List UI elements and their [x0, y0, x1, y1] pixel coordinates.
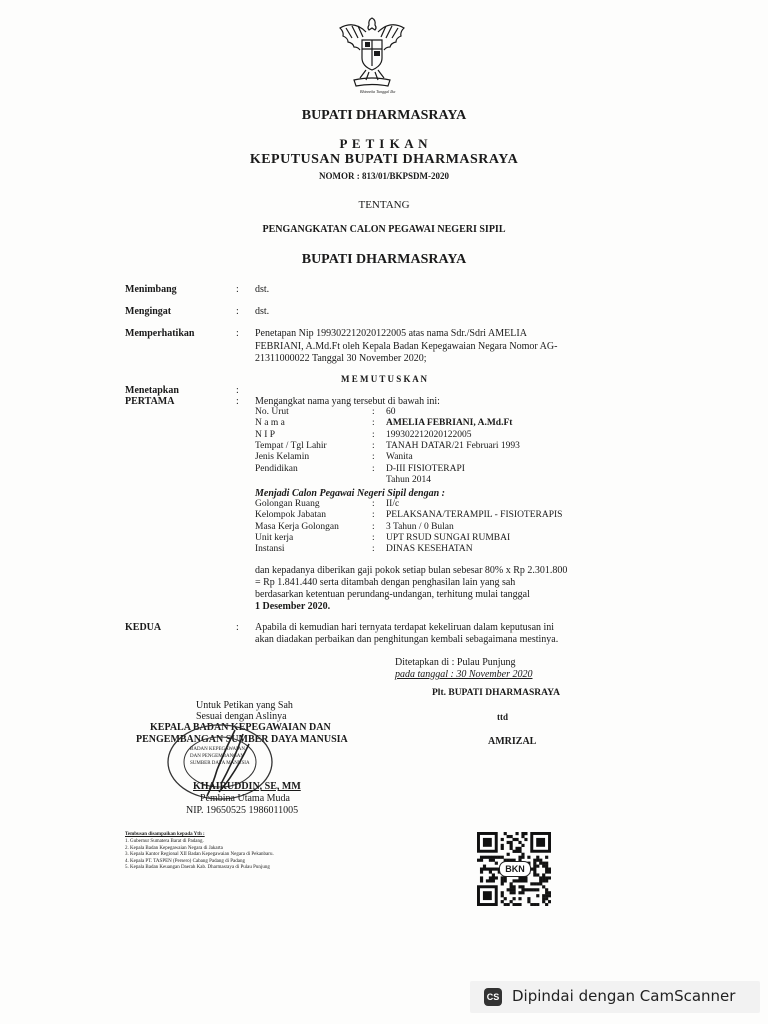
- memperhatikan-label: Memperhatikan: [125, 328, 195, 339]
- pertama-label: PERTAMA: [125, 396, 175, 407]
- decree-subject: PENGANGKATAN CALON PEGAWAI NEGERI SIPIL: [262, 224, 506, 235]
- colon: :: [372, 532, 375, 543]
- signer-name: AMRIZAL: [488, 736, 537, 747]
- tembusan-item: 5. Kepala Badan Keuangan Daerah Kab. Dharmasraya di Pulau Punjung: [125, 865, 270, 870]
- salinan-signer-name: KHAIRUDDIN, SE, MM: [193, 781, 301, 792]
- field-label: Instansi: [255, 544, 285, 555]
- petikan-heading: P E T I K A N: [339, 136, 429, 151]
- field-label: Tempat / Tgl Lahir: [255, 440, 327, 451]
- decree-heading: KEPUTUSAN BUPATI DHARMASRAYA: [249, 152, 519, 167]
- camscanner-logo-icon: CS: [484, 988, 502, 1006]
- salary-line-4: 1 Desember 2020.: [255, 601, 331, 612]
- ditetapkan-place: Ditetapkan di : Pulau Punjung: [395, 657, 516, 668]
- colon: :: [372, 452, 375, 463]
- colon: :: [236, 622, 239, 633]
- pertama-intro: Mengangkat nama yang tersebut di bawah ini:: [255, 396, 440, 407]
- kedua-line-2: akan diadakan perbaikan dan penghitungan kembali sebagaimana mestinya.: [255, 634, 559, 645]
- ttd-mark: ttd: [497, 712, 508, 722]
- colon: :: [372, 521, 375, 532]
- field-value: D-III FISIOTERAPI: [386, 463, 465, 474]
- camscanner-text: Dipindai dengan CamScanner: [512, 987, 736, 1005]
- tembusan-item: 4. Kepala PT. TASPEN (Persero) Cabang Padang di Padang: [125, 858, 245, 864]
- memutuskan-heading: M E M U T U S K A N: [341, 374, 427, 384]
- garuda-emblem-icon: [336, 14, 408, 94]
- field-label: Unit kerja: [255, 532, 294, 543]
- field-label: No. Urut: [255, 407, 289, 417]
- field-label: Pendidikan: [255, 463, 298, 474]
- field-value: DINAS KESEHATAN: [386, 544, 473, 555]
- field-label: Masa Kerja Golongan: [255, 521, 339, 532]
- colon: :: [372, 429, 375, 440]
- salary-line-3: berdasarkan ketentuan perundang-undangan, terhitung mulai tanggal: [255, 589, 530, 600]
- salinan-signer-nip: NIP. 19650525 1986011005: [186, 805, 299, 816]
- signer-title: Plt. BUPATI DHARMASRAYA: [432, 688, 560, 698]
- camscanner-watermark: [470, 981, 760, 1013]
- salinan-office-2: PENGEMBANGAN SUMBER DAYA MANUSIA: [136, 734, 348, 745]
- mengingat-text: dst.: [255, 306, 270, 317]
- tembusan-item: 3. Kepala Kantor Regional XII Badan Kepegawaian Negara di Pekanbaru.: [125, 852, 274, 857]
- menimbang-text: dst.: [255, 284, 270, 295]
- memperhatikan-line-1: Penetapan Nip 199302212020122005 atas nama Sdr./Sdri AMELIA: [255, 328, 527, 339]
- tentang-heading: TENTANG: [358, 199, 410, 211]
- colon: :: [236, 328, 239, 339]
- tembusan-item: 1. Gubernur Sumatera Barat di Padang.: [125, 839, 204, 844]
- colon: :: [236, 306, 239, 317]
- menimbang-label: Menimbang: [125, 284, 177, 295]
- regent-title-2: BUPATI DHARMASRAYA: [301, 252, 467, 267]
- colon: :: [372, 440, 375, 451]
- field-value: TANAH DATAR/21 Februari 1993: [386, 440, 520, 451]
- field-value: AMELIA FEBRIANI, A.Md.Ft: [386, 418, 513, 429]
- stamp-text-3: SUMBER DAYA MANUSIA: [190, 761, 250, 766]
- salinan-office-1: KEPALA BADAN KEPEGAWAIAN DAN: [150, 722, 331, 733]
- field-label: Jenis Kelamin: [255, 452, 310, 463]
- field-value: 3 Tahun / 0 Bulan: [386, 521, 454, 532]
- decree-number: NOMOR : 813/01/BKPSDM-2020: [319, 171, 449, 181]
- colon: :: [236, 385, 239, 396]
- salary-line-2: = Rp 1.841.440 serta ditambah dengan penghasilan lain yang sah: [255, 577, 516, 588]
- field-label: Golongan Ruang: [255, 499, 320, 509]
- field-value: UPT RSUD SUNGAI RUMBAI: [386, 532, 511, 543]
- colon: :: [372, 407, 375, 417]
- qr-code: [477, 832, 551, 906]
- stamp-text-1: BADAN KEPEGAWAIAN: [190, 747, 246, 752]
- tembusan-title: Tembusan disampaikan kepada Yth :: [125, 832, 205, 837]
- field-value: 60: [386, 407, 396, 417]
- field-value: II/c: [386, 499, 400, 509]
- qr-label: BKN: [499, 861, 531, 877]
- field-label: N I P: [255, 429, 276, 440]
- field-label: Kelompok Jabatan: [255, 510, 326, 521]
- salinan-line-2: Sesuai dengan Aslinya: [196, 711, 287, 722]
- colon: :: [372, 510, 375, 521]
- regent-title: BUPATI DHARMASRAYA: [301, 108, 467, 123]
- tembusan-item: 2. Kepala Badan Kepegawaian Negara di Jakarta: [125, 845, 223, 851]
- salinan-line-1: Untuk Petikan yang Sah: [196, 700, 293, 711]
- kedua-label: KEDUA: [125, 622, 162, 633]
- menetapkan-label: Menetapkan: [125, 385, 179, 396]
- colon: :: [372, 418, 375, 429]
- salinan-signer-rank: Pembina Utama Muda: [200, 793, 290, 804]
- mengingat-label: Mengingat: [125, 306, 172, 317]
- colon: :: [236, 284, 239, 295]
- field-value: PELAKSANA/TERAMPIL - FISIOTERAPIS: [386, 510, 563, 521]
- colon: :: [236, 396, 239, 407]
- ditetapkan-date: pada tanggal : 30 November 2020: [395, 669, 533, 680]
- field-label: N a m a: [255, 418, 285, 429]
- education-year: Tahun 2014: [386, 475, 431, 485]
- emblem-motto: Bhinneka Tunggal Ika: [360, 89, 396, 94]
- memperhatikan-line-2: FEBRIANI, A.Md.Ft oleh Kepala Badan Kepegawaian Negara Nomor AG-: [255, 341, 558, 352]
- colon: :: [372, 463, 375, 474]
- stamp-text-2: DAN PENGEMBANGAN: [190, 754, 245, 759]
- kedua-line-1: Apabila di kemudian hari ternyata terdapat kekeliruan dalam keputusan ini: [255, 622, 555, 633]
- menjadi-cpns-heading: Menjadi Calon Pegawai Negeri Sipil dengan :: [255, 488, 446, 499]
- field-value: Wanita: [386, 452, 413, 463]
- field-value: 199302212020122005: [386, 429, 472, 440]
- colon: :: [372, 499, 375, 509]
- colon: :: [372, 544, 375, 555]
- salary-line-1: dan kepadanya diberikan gaji pokok setiap bulan sebesar 80% x Rp 2.301.800: [255, 565, 568, 576]
- memperhatikan-line-3: 21311000022 Tanggal 30 November 2020;: [255, 353, 427, 364]
